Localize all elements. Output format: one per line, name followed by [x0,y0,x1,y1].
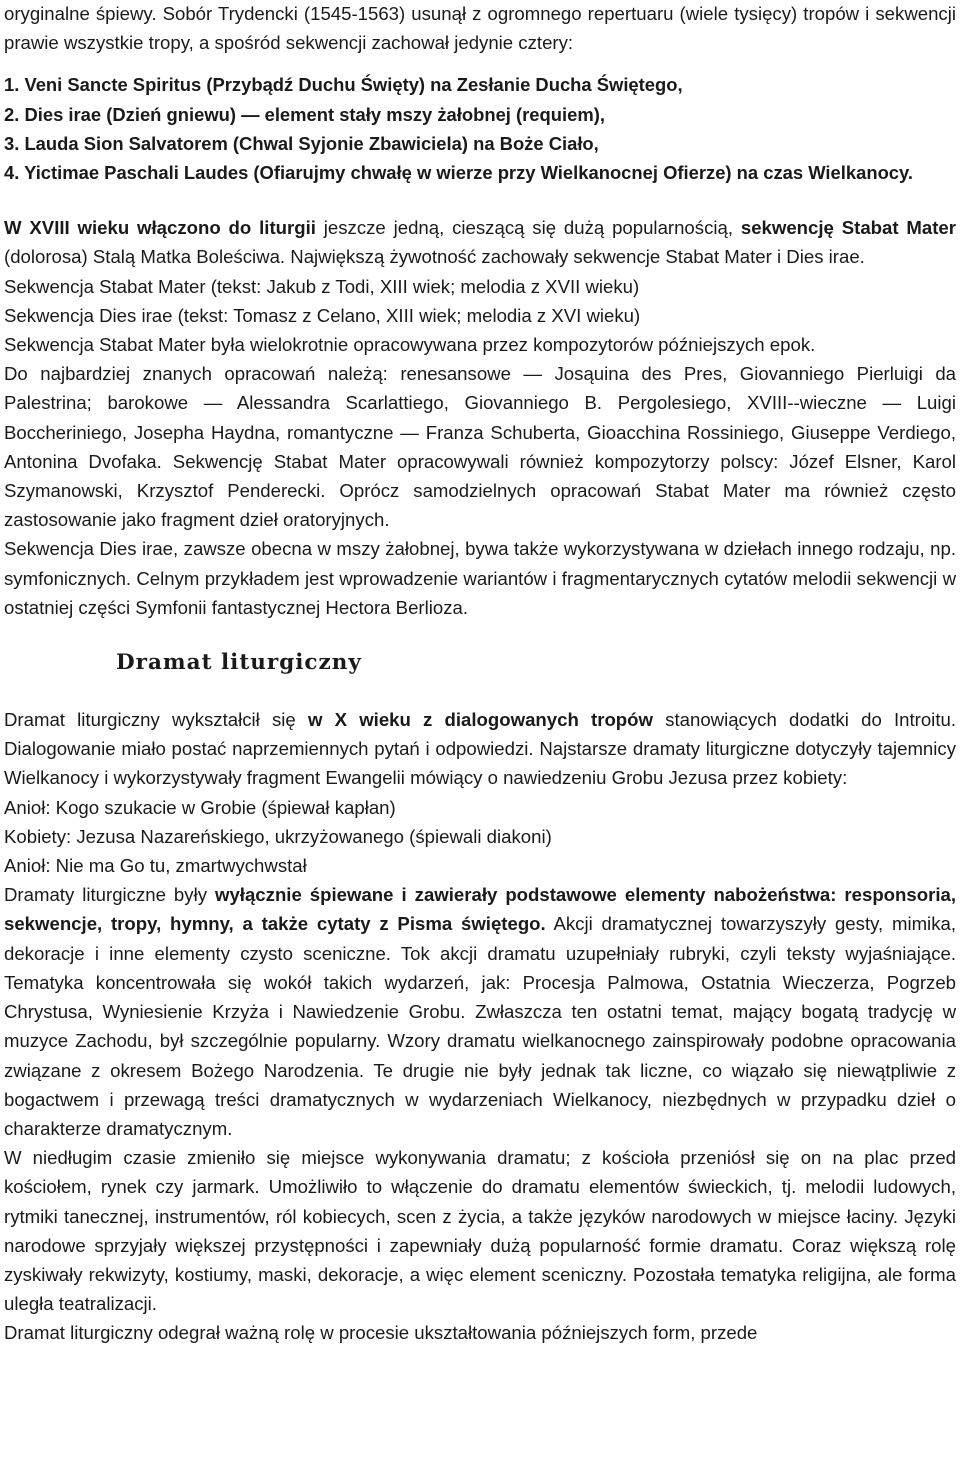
list-item: 1. Veni Sancte Spiritus (Przybądź Duchu Święty) na Zesłanie Ducha Świętego, [4,74,683,96]
dramat-intro-paragraph [4,705,956,793]
paragraph: Sekwencja Dies irae, zawsze obecna w mszy żałobnej, bywa także wykorzystywana w dziełach innego rodzaju, np. symfonicznych. Celnym przykładem jest wprowadzenie wariantów i fragmentarycznych cytatów melodii sekwencji w ostatniej części Symfonii fantastycznej Hectora Berlioza. [4,538,956,618]
paragraph: Sekwencja Stabat Mater była wielokrotnie opracowywana przez kompozytorów późniejszych epok. [4,334,816,356]
paragraph: Sekwencja Stabat Mater (tekst: Jakub z Todi, XIII wiek; melodia z XVII wieku) [4,275,640,297]
bold-text: sekwencję Stabat Mater [740,217,956,239]
bold-text: wyłącznie śpiewane i zawierały podstawowe elementy nabożeństwa: responsoria, sekwencje, tropy, hymny, a także cytaty z Pisma świętego. [4,884,957,935]
stabat-mater-paragraph [4,213,956,271]
text: Akcji dramatycznej towarzyszyły gesty, mimika, dekoracje i inne elementy czysto sceniczne. Tok akcji dramatu uzupełniały rubryki, czyli teksty wyjaśniające. Tematyka koncentrowała się wokół takich wydarzeń, jak: Procesja Palmowa, Ostatnia Wieczerza, Pogrzeb Chrystusa, Wyniesienie Krzyża i Nawiedzenie Grobu. Zwłaszcza ten ostatni temat, mający bogatą tradycję w muzyce Zachodu, był szczególnie popularny. Wzory dramatu wielkanocnego zainspirowały podobne opracowania związane z okresem Bożego Narodzenia. Te drugie nie były jednak tak liczne, co wiązało się niewątpliwie z bogactwem i przewagą treści dramatycznych w wydarzeniach Wielkanocy, niezbędnych w przypadku dzieł o charakterze dramatycznym. [4,913,956,1139]
paragraph: Dramat liturgiczny odegrał ważną rolę w procesie ukształtowania późniejszych form, przede [4,1322,758,1344]
paragraph: Sekwencja Dies irae (tekst: Tomasz z Celano, XIII wiek; melodia z XVI wieku) [4,304,641,326]
list-item: 2. Dies irae (Dzień gniewu) — element stały mszy żałobnej (requiem), [4,103,605,125]
bold-text: w X wieku z dialogowanych tropów [307,709,653,731]
section-heading: Dramat liturgiczny [116,650,362,676]
text: Dramaty liturgiczne były [4,884,215,906]
document-page [4,0,956,1348]
spacer [4,187,956,213]
text: (dolorosa) Stalą Matka Boleściwa. Największą żywotność zachowały sekwencje Stabat Mater i Dies irae. [4,246,865,268]
sequence-list [4,70,956,187]
paragraph [4,880,956,1143]
intro-paragraph: oryginalne śpiewy. Sobór Trydencki (1545-1563) usunął z ogromnego repertuaru (wiele tysięcy) tropów i sekwencji prawie wszystkie tropy, a spośród sekwencji zachował jedynie cztery: [4,3,956,54]
paragraph: W niedługim czasie zmieniło się miejsce wykonywania dramatu; z kościoła przeniósł się on na plac przed kościołem, rynek czy jarmark. Umożliwiło to włączenie do dramatu elementów świeckich, tj. melodii ludowych, rytmiki tanecznej, instrumentów, ról kobiecych, scen z życia, a także języków narodowych w miejsce łaciny. Języki narodowe sprzyjały większej przystępności i zapewniały dużą popularność formie dramatu. Coraz większą rolę zyskiwały rekwizyty, kostiumy, maski, dekoracje, a więc element sceniczny. Pozostała tematyka religijna, ale forma uległa teatralizacji. [4,1147,956,1315]
list-item: 3. Lauda Sion Salvatorem (Chwal Syjonie Zbawiciela) na Boże Ciało, [4,132,599,154]
paragraph: Do najbardziej znanych opracowań należą: renesansowe — Josąuina des Pres, Giovanniego Pierluigi da Palestrina; barokowe — Alessandra Scarlattiego, Giovanniego B. Pergolesiego, XVIII--wieczne — Luigi Boccheriniego, Josepha Haydna, romantyczne — Franza Schuberta, Gioacchina Rossiniego, Giuseppe Verdiego, Antonina Dvofaka. Sekwencję Stabat Mater opracowywali również kompozytorzy polscy: Józef Elsner, Karol Szymanowski, Krzysztof Penderecki. Oprócz samodzielnych opracowań Stabat Mater ma również często zastosowanie jako fragment dzieł oratoryjnych. [4,363,956,531]
dialogue-line: Anioł: Nie ma Go tu, zmartwychwstał [4,855,307,877]
spacer [4,678,956,705]
bold-text: W XVIII wieku włączono do liturgii [4,217,316,239]
text: jeszcze jedną, cieszącą się dużą popularnością, [315,217,741,239]
dialogue-line: Anioł: Kogo szukacie w Grobie (śpiewał kapłan) [4,796,396,818]
list-item: 4. Yictimae Paschali Laudes (Ofiarujmy chwałę w wierze przy Wielkanocnej Ofierze) na czas Wielkanocy. [4,162,913,184]
text: stanowiących dodatki do Introitu. Dialogowanie miało postać naprzemiennych pytań i odpowiedzi. Najstarsze dramaty liturgiczne dotyczyły tajemnicy Wielkanocy i wykorzystywały fragment Ewangelii mówiący o nawiedzeniu Grobu Jezusa przez kobiety: [4,709,956,789]
text: Dramat liturgiczny wykształcił się [4,709,308,731]
dialogue-line: Kobiety: Jezusa Nazareńskiego, ukrzyżowanego (śpiewali diakoni) [4,825,552,847]
